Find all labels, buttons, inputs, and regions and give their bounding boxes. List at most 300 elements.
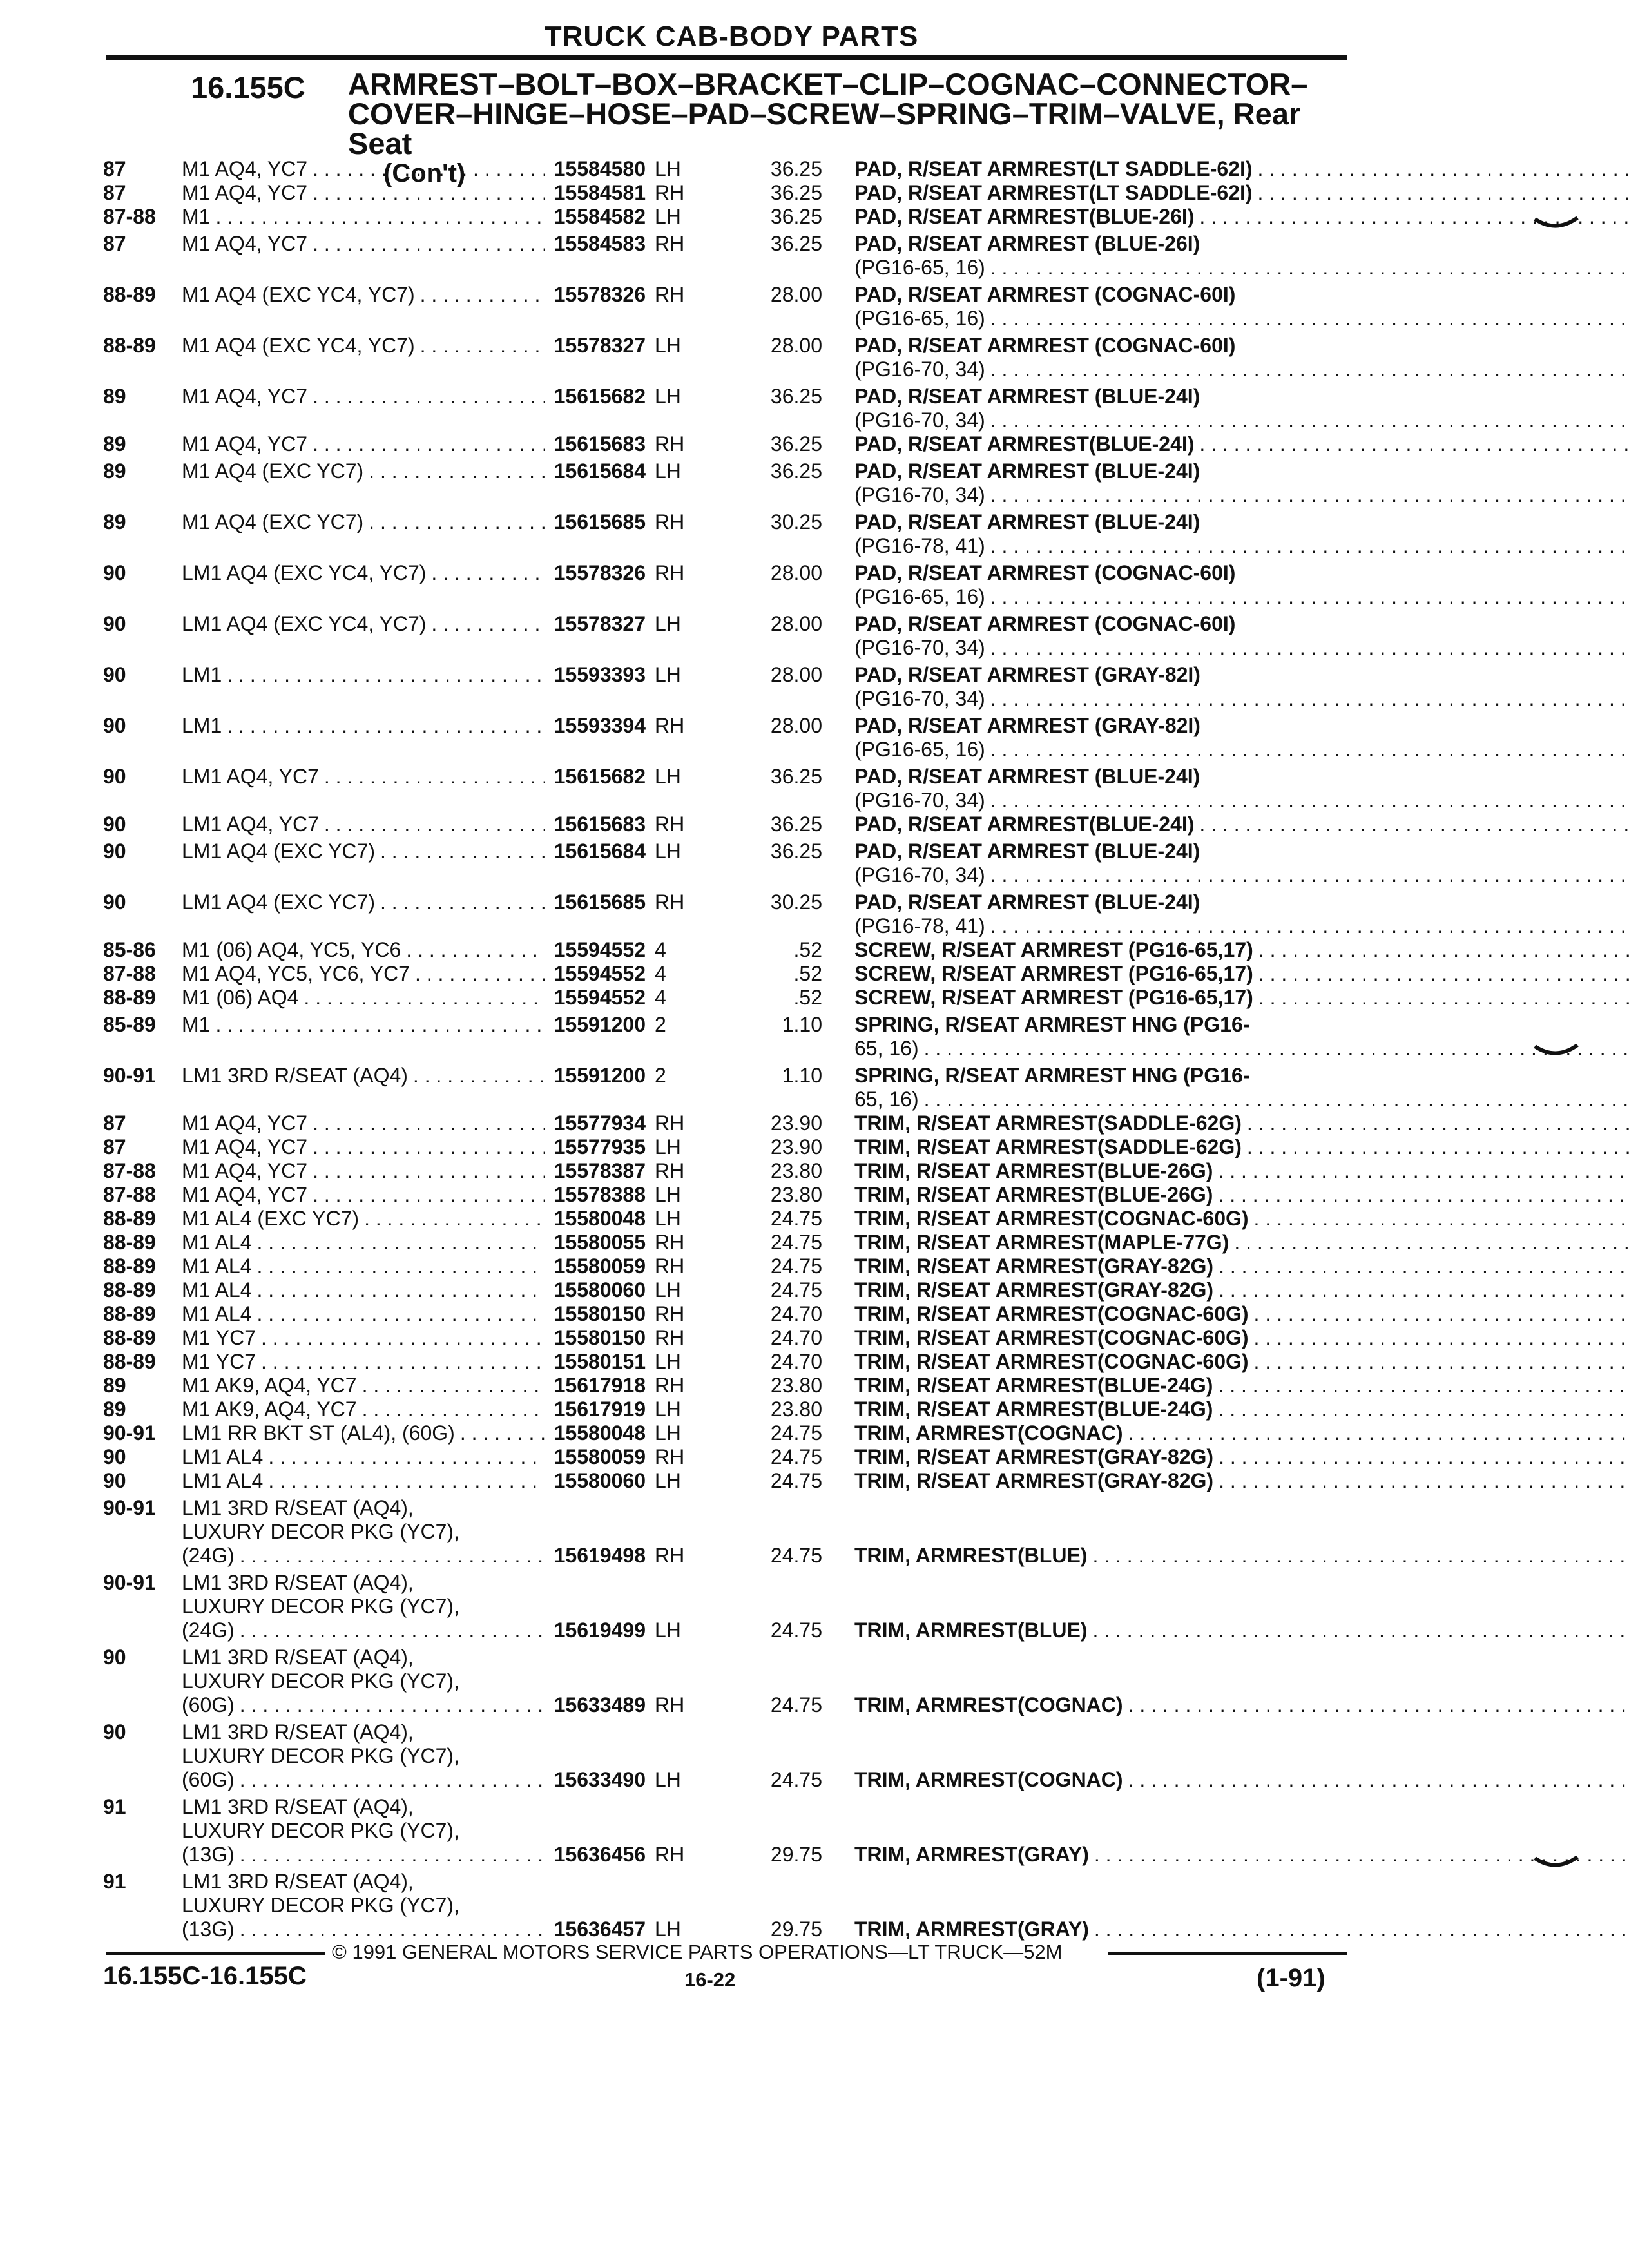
dot-leader [1258,962,1629,986]
part-year: 87 [103,1135,126,1158]
part-model-line: M1 AQ4, YC7 [182,1159,308,1182]
dot-leader [990,687,1629,711]
part-description [822,157,1629,181]
part-year: 88-89 [103,1326,156,1349]
part-model [182,205,646,229]
dot-leader [313,1159,545,1183]
part-description-line: (PG16-65, 16) [854,585,985,608]
part-row [103,1795,1347,1867]
part-model [182,1135,646,1159]
part-side-qty: RH [655,1843,685,1866]
part-model-line: M1 (06) AQ4, YC5, YC6 [182,938,401,961]
dot-leader [324,812,545,836]
part-model [182,1571,646,1642]
part-year: 90-91 [103,1064,156,1087]
part-description-line: PAD, R/SEAT ARMREST(LT SADDLE-62I) [854,157,1253,180]
part-row [103,1159,1347,1183]
part-row [103,205,1347,229]
part-row [103,1064,1347,1111]
part-side-qty: RH [655,232,685,255]
part-description-line: TRIM, R/SEAT ARMREST(BLUE-24G) [854,1374,1213,1397]
part-description [822,459,1629,507]
part-side-qty: LH [655,612,681,635]
part-row [103,890,1347,938]
part-price: 36.25 [770,205,822,228]
dot-leader [1219,1254,1629,1278]
part-number: 15580060 [554,1469,646,1492]
part-row [103,1254,1347,1278]
dot-leader [313,432,545,456]
part-number: 15636457 [554,1917,646,1941]
part-row [103,1496,1347,1568]
part-number: 15584583 [554,232,646,255]
part-side-qty: RH [655,890,685,914]
part-side-qty: LH [655,1183,681,1206]
part-description [822,232,1629,280]
part-model-line: (60G) [182,1693,235,1716]
part-description-line: PAD, R/SEAT ARMREST (BLUE-24I) [854,510,1200,533]
dot-leader [990,534,1629,558]
part-year: 87-88 [103,962,156,985]
part-model-line: LM1 AQ4 (EXC YC7) [182,840,375,863]
part-model-line: LM1 AQ4 (EXC YC4, YC7) [182,612,427,635]
part-row [103,334,1347,381]
part-year: 90 [103,1445,126,1468]
part-description-line: PAD, R/SEAT ARMREST (BLUE-24I) [854,840,1200,863]
part-description-line: TRIM, R/SEAT ARMREST(COGNAC-60G) [854,1326,1249,1349]
part-description-line: TRIM, ARMREST(COGNAC) [854,1768,1123,1791]
part-price: 28.00 [770,283,822,306]
part-side-qty: 2 [655,1013,666,1036]
part-model-line: LM1 RR BKT ST (AL4), (60G) [182,1421,455,1445]
part-row [103,181,1347,205]
part-description [822,765,1629,812]
part-description [822,1350,1629,1374]
part-price: 24.70 [770,1302,822,1325]
part-model-line: LM1 [182,714,222,737]
part-description-line: TRIM, ARMREST(BLUE) [854,1619,1088,1642]
footer-rule-right [1108,1952,1347,1955]
part-description-line: PAD, R/SEAT ARMREST(BLUE-26I) [854,205,1195,228]
part-description [822,1183,1629,1207]
part-price: 28.00 [770,663,822,686]
dot-leader [257,1302,545,1326]
part-description-line: SPRING, R/SEAT ARMREST HNG (PG16- [854,1064,1250,1087]
part-description-line: (PG16-70, 34) [854,636,985,659]
section-title-continued: (Con't) [383,159,466,187]
part-number: 15580060 [554,1278,646,1302]
part-description [822,1421,1629,1445]
part-number: 15619499 [554,1619,646,1642]
section-title-line-2: COVER–HINGE–HOSE–PAD–SCREW–SPRING–TRIM–VALVE, Rear Seat [348,97,1301,160]
title-rule [106,55,1347,60]
part-price: 23.80 [770,1398,822,1421]
part-year: 87-88 [103,1183,156,1206]
part-model-line: (13G) [182,1917,235,1941]
dot-leader [313,1111,545,1135]
part-description-line: 65, 16) [854,1037,919,1060]
part-row [103,840,1347,887]
part-description-line: TRIM, R/SEAT ARMREST(COGNAC-60G) [854,1350,1249,1373]
part-description-line: PAD, R/SEAT ARMREST (COGNAC-60I) [854,612,1236,635]
part-number: 15578327 [554,334,646,357]
dot-leader [1128,1768,1629,1792]
part-number: 15593393 [554,663,646,686]
part-row [103,1398,1347,1421]
dot-leader [1219,1445,1629,1469]
part-description [822,663,1629,711]
part-description [822,812,1629,836]
part-price: 23.90 [770,1111,822,1135]
part-side-qty: 4 [655,962,666,985]
dot-leader [406,938,545,962]
part-row [103,232,1347,280]
dot-leader [990,914,1629,938]
part-price: 30.25 [770,890,822,914]
part-row [103,1646,1347,1717]
part-side-qty: RH [655,1302,685,1325]
part-model-line: M1 AQ4, YC7 [182,181,308,204]
part-model [182,714,646,738]
part-model-line: LUXURY DECOR PKG (YC7), [182,1520,459,1543]
dot-leader [240,1544,545,1568]
part-model-line: LUXURY DECOR PKG (YC7), [182,1744,459,1767]
part-number: 15578327 [554,612,646,635]
part-model-line: M1 AL4 [182,1231,252,1254]
part-side-qty: LH [655,1207,681,1230]
dot-leader [990,789,1629,812]
part-model-line: LM1 3RD R/SEAT (AQ4), [182,1646,414,1669]
part-number: 15577935 [554,1135,646,1158]
dot-leader [257,1231,545,1254]
part-year: 90 [103,765,126,788]
part-model-line: M1 AK9, AQ4, YC7 [182,1398,357,1421]
part-price: .52 [793,986,822,1009]
part-model-line: M1 YC7 [182,1350,256,1373]
part-model [182,1278,646,1302]
dot-leader [240,1768,545,1792]
part-year: 90 [103,561,126,584]
part-side-qty: LH [655,1917,681,1941]
part-description-line: (PG16-70, 34) [854,483,985,506]
part-description-line: (PG16-65, 16) [854,307,985,330]
revision-date: (1-91) [1257,1964,1325,1992]
part-number: 15633489 [554,1693,646,1716]
part-row [103,459,1347,507]
part-year: 90 [103,812,126,836]
part-side-qty: RH [655,1374,685,1397]
part-model-line: LM1 AQ4, YC7 [182,812,319,836]
part-model [182,1302,646,1326]
part-description-line: PAD, R/SEAT ARMREST (BLUE-24I) [854,765,1200,788]
dot-leader [257,1254,545,1278]
part-side-qty: LH [655,1619,681,1642]
part-number: 15580055 [554,1231,646,1254]
dot-leader [313,1135,545,1159]
part-model [182,432,646,456]
part-price: 36.25 [770,181,822,204]
part-description-line: TRIM, R/SEAT ARMREST(BLUE-26G) [854,1159,1213,1182]
part-price: 36.25 [770,232,822,255]
part-model-line: LUXURY DECOR PKG (YC7), [182,1894,459,1917]
part-description-line: PAD, R/SEAT ARMREST (BLUE-24I) [854,385,1200,408]
footer-rule-left [106,1952,325,1955]
part-description [822,385,1629,432]
part-model [182,1326,646,1350]
dot-leader [268,1469,545,1493]
part-row [103,938,1347,962]
dot-leader [431,612,545,636]
dot-leader [362,1398,545,1421]
dot-leader [1199,432,1629,456]
part-price: 24.75 [770,1207,822,1230]
part-model-line: M1 AL4 [182,1278,252,1302]
binding-hole-mark-icon [1534,1044,1579,1059]
dot-leader [1234,1231,1629,1254]
part-number: 15617919 [554,1398,646,1421]
part-price: 23.80 [770,1159,822,1182]
part-year: 88-89 [103,1278,156,1302]
part-number: 15591200 [554,1064,646,1087]
part-model-line: M1 AQ4 (EXC YC7) [182,459,364,483]
part-model-line: LUXURY DECOR PKG (YC7), [182,1819,459,1842]
part-side-qty: RH [655,1693,685,1716]
part-description [822,510,1629,558]
part-row [103,986,1347,1010]
part-description-line: PAD, R/SEAT ARMREST (COGNAC-60I) [854,561,1236,584]
part-year: 89 [103,385,126,408]
part-price: 24.75 [770,1445,822,1468]
dot-leader [990,483,1629,507]
part-year: 90 [103,840,126,863]
dot-leader [215,205,545,229]
part-description-line: TRIM, ARMREST(COGNAC) [854,1421,1123,1445]
part-description-line: SCREW, R/SEAT ARMREST (PG16-65,17) [854,938,1253,961]
dot-leader [420,334,545,358]
part-description [822,1870,1629,1941]
part-model [182,459,646,483]
dot-leader [1257,157,1629,181]
part-model [182,1496,646,1568]
part-year: 87 [103,1111,126,1135]
binding-hole-mark-icon [1534,216,1579,232]
part-description [822,1013,1629,1061]
part-row [103,1326,1347,1350]
dot-leader [240,1619,545,1642]
part-model-line: M1 AQ4, YC7 [182,1135,308,1158]
part-price: 24.70 [770,1326,822,1349]
part-side-qty: LH [655,663,681,686]
part-description-line: PAD, R/SEAT ARMREST (BLUE-24I) [854,459,1200,483]
part-price: 36.25 [770,765,822,788]
part-side-qty: RH [655,1544,685,1567]
dot-leader [415,962,545,986]
part-description [822,283,1629,331]
dot-leader [324,765,545,789]
part-number: 15615683 [554,812,646,836]
part-model-line: LM1 AL4 [182,1445,264,1468]
part-row [103,1445,1347,1469]
dot-leader [1218,1398,1629,1421]
part-model [182,334,646,358]
part-model-line: M1 AQ4, YC7 [182,385,308,408]
dot-leader [990,408,1629,432]
part-side-qty: LH [655,205,681,228]
part-number: 15615682 [554,765,646,788]
part-model [182,890,646,914]
dot-leader [380,890,545,914]
part-number: 15615684 [554,459,646,483]
dot-leader [1199,812,1629,836]
part-model [182,1646,646,1717]
part-side-qty: LH [655,765,681,788]
part-number: 15615684 [554,840,646,863]
binding-hole-mark-icon [1534,1856,1579,1871]
part-model [182,510,646,534]
part-model [182,1159,646,1183]
part-price: 24.75 [770,1254,822,1278]
part-price: 24.75 [770,1231,822,1254]
part-side-qty: RH [655,181,685,204]
part-year: 89 [103,510,126,533]
part-price: 24.70 [770,1350,822,1373]
part-year: 89 [103,1398,126,1421]
part-description-line: TRIM, R/SEAT ARMREST(BLUE-24G) [854,1398,1213,1421]
part-row [103,1207,1347,1231]
dot-leader [460,1421,545,1445]
part-description-line: PAD, R/SEAT ARMREST (BLUE-24I) [854,890,1200,914]
part-year: 88-89 [103,1350,156,1373]
dot-leader [990,738,1629,762]
part-description-line: TRIM, R/SEAT ARMREST(COGNAC-60G) [854,1302,1249,1325]
dot-leader [240,1843,545,1867]
part-model-line: M1 [182,205,211,228]
part-side-qty: LH [655,334,681,357]
part-side-qty: RH [655,1111,685,1135]
part-description-line: PAD, R/SEAT ARMREST(BLUE-24I) [854,812,1195,836]
dot-leader [313,157,545,181]
part-side-qty: LH [655,459,681,483]
dot-leader [413,1064,545,1088]
part-year: 87-88 [103,205,156,228]
part-model-line: LM1 [182,663,222,686]
part-number: 15580048 [554,1207,646,1230]
part-description-line: PAD, R/SEAT ARMREST (COGNAC-60I) [854,334,1236,357]
part-description [822,962,1629,986]
part-number: 15578326 [554,561,646,584]
part-number: 15633490 [554,1768,646,1791]
dot-leader [1128,1693,1629,1717]
part-price: 36.25 [770,432,822,456]
part-description-line: TRIM, R/SEAT ARMREST(SADDLE-62G) [854,1135,1242,1158]
part-description [822,1278,1629,1302]
part-description [822,1064,1629,1111]
dot-leader [924,1037,1629,1061]
part-model [182,1350,646,1374]
part-price: .52 [793,962,822,985]
part-price: 28.00 [770,334,822,357]
part-year: 85-89 [103,1013,156,1036]
part-number: 15615685 [554,890,646,914]
part-side-qty: RH [655,283,685,306]
part-model [182,812,646,836]
dot-leader [1094,1917,1629,1941]
dot-leader [227,663,545,687]
part-model-line: LM1 3RD R/SEAT (AQ4), [182,1870,414,1893]
part-description-line: TRIM, ARMREST(BLUE) [854,1544,1088,1567]
part-description-line: PAD, R/SEAT ARMREST (GRAY-82I) [854,663,1200,686]
part-model-line: LM1 AQ4 (EXC YC4, YC7) [182,561,427,584]
part-row [103,812,1347,836]
part-row [103,1302,1347,1326]
part-model-line: M1 AQ4 (EXC YC4, YC7) [182,283,415,306]
part-row [103,561,1347,609]
part-row [103,1720,1347,1792]
part-description [822,1254,1629,1278]
part-model-line: M1 (06) AQ4 [182,986,299,1009]
part-model-line: LM1 AQ4 (EXC YC7) [182,890,375,914]
part-description [822,938,1629,962]
dot-leader [1092,1544,1629,1568]
part-description [822,840,1629,887]
dot-leader [364,1207,545,1231]
part-model [182,1207,646,1231]
part-model [182,1013,646,1037]
part-number: 15577934 [554,1111,646,1135]
part-description [822,1111,1629,1135]
part-year: 85-86 [103,938,156,961]
part-year: 87 [103,157,126,180]
part-description [822,1374,1629,1398]
part-description-line: (PG16-70, 34) [854,789,985,812]
part-row [103,1013,1347,1061]
part-model-line: (13G) [182,1843,235,1866]
part-side-qty: RH [655,1159,685,1182]
part-year: 87 [103,232,126,255]
part-model [182,232,646,256]
part-description [822,1720,1629,1792]
part-model-line: M1 AQ4 (EXC YC4, YC7) [182,334,415,357]
part-side-qty: LH [655,1421,681,1445]
part-price: 24.75 [770,1421,822,1445]
dot-leader [304,986,545,1010]
part-price: 36.25 [770,840,822,863]
part-year: 90 [103,612,126,635]
dot-leader [990,358,1629,381]
part-price: 36.25 [770,385,822,408]
part-description [822,181,1629,205]
part-description-line: PAD, R/SEAT ARMREST (COGNAC-60I) [854,283,1236,306]
part-row [103,157,1347,181]
dot-leader [1247,1135,1629,1159]
part-number: 15584581 [554,181,646,204]
part-number: 15580048 [554,1421,646,1445]
part-model [182,1720,646,1792]
part-year: 90 [103,890,126,914]
part-description [822,1445,1629,1469]
dot-leader [1218,1183,1629,1207]
part-side-qty: RH [655,1445,685,1468]
part-model [182,1795,646,1867]
part-number: 15578388 [554,1183,646,1206]
part-description-line: (PG16-70, 34) [854,863,985,887]
copyright-notice: © 1991 GENERAL MOTORS SERVICE PARTS OPERATIONS—LT TRUCK—52M [332,1941,1063,1963]
part-description-line: TRIM, ARMREST(GRAY) [854,1917,1089,1941]
part-description-line: SPRING, R/SEAT ARMREST HNG (PG16- [854,1013,1250,1036]
part-row [103,765,1347,812]
part-model-line: M1 AQ4, YC7 [182,1111,308,1135]
part-side-qty: RH [655,561,685,584]
